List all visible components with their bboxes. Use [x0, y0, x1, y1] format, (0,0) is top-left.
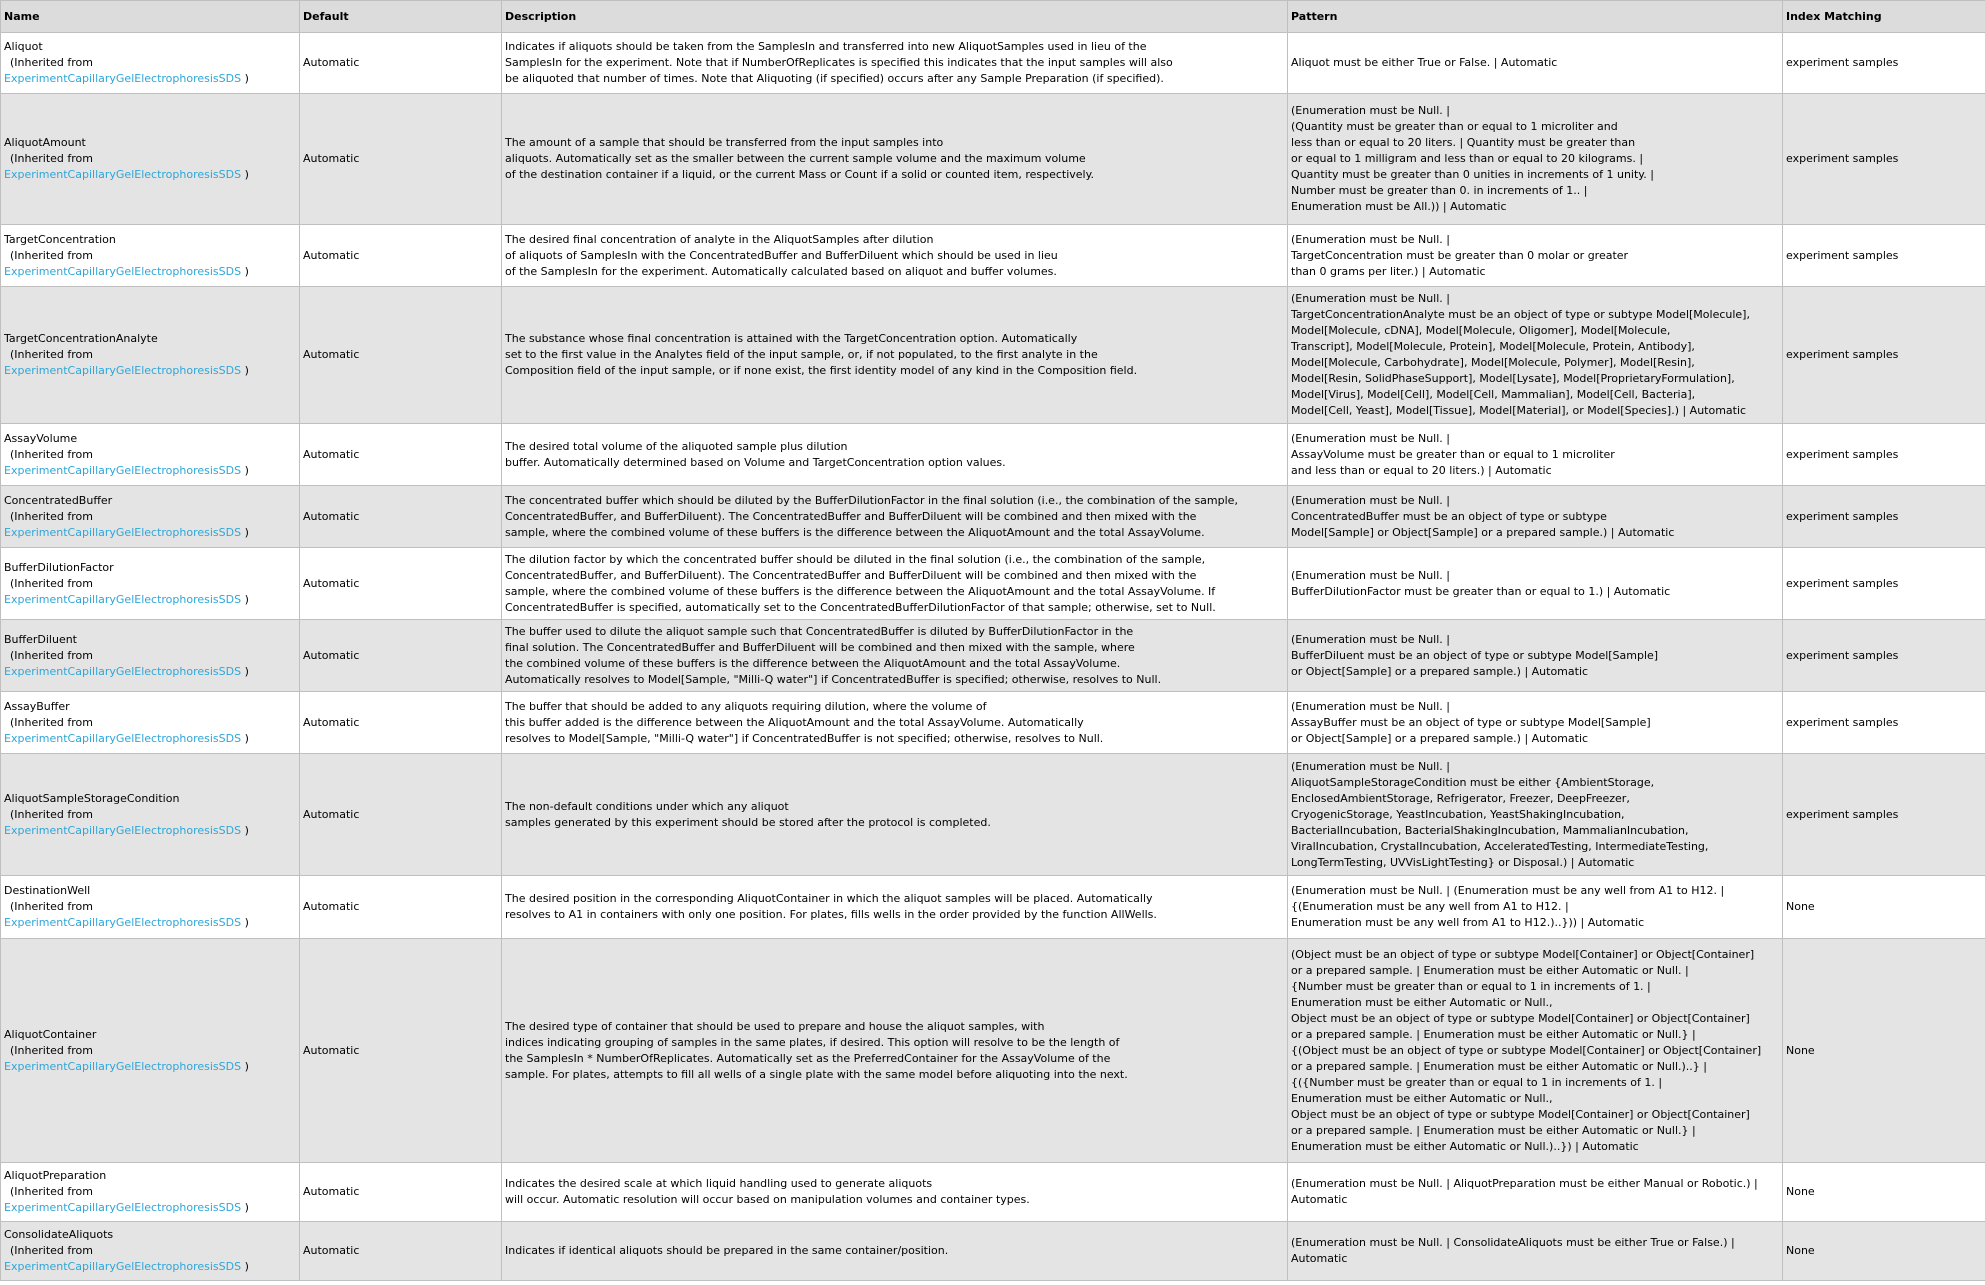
option-name-cell	[1, 692, 300, 754]
inherited-note	[4, 347, 296, 363]
index-matching-cell: None	[1783, 876, 1985, 939]
pattern-cell: (Enumeration must be Null. | TargetConcentrationAnalyte must be an object of type or subtype Model[Molecule], Model[Molecule, cDNA], Model[Molecule, Oligomer], Model[Molecule, Transcript], Model[Molecule, Protein], Model[Molecule, Protein, Antibody], Model[Molecule, Carbohydrate], Model[Molecule, Polymer], Model[Resin], Model[Resin, SolidPhaseSupport], Model[Lysate], Model[ProprietaryFormulation], Model[Virus], Model[Cell], Model[Cell, Mammalian], Model[Cell, Bacteria], Model[Cell, Yeast], Model[Tissue], Model[Material], or Model[Species].) | Automatic	[1288, 287, 1783, 424]
option-name-cell	[1, 620, 300, 692]
option-name: Aliquot	[4, 40, 43, 53]
inherited-suffix: )	[244, 525, 249, 539]
description-cell: Indicates if identical aliquots should be prepared in the same container/position.	[502, 1222, 1288, 1281]
description-cell: The amount of a sample that should be transferred from the input samples into aliquots. Automatically set as the smaller between the current sample volume and the maximum volume of the destination container if a liquid, or the current Mass or Count if a solid or counted item, respectively.	[502, 94, 1288, 225]
column-header-default[interactable]: Default	[300, 1, 502, 33]
option-name-cell	[1, 1222, 300, 1281]
inherited-note	[4, 648, 296, 664]
inherited-suffix: )	[244, 664, 249, 678]
description-cell: The concentrated buffer which should be diluted by the BufferDilutionFactor in the final solution (i.e., the combination of the sample, ConcentratedBuffer, and BufferDiluent). The ConcentratedBuffer and BufferDiluent will be combined and then mixed with the sample, where the combined volume of these buffers is the difference between the AliquotAmount and the total AssayVolume.	[502, 486, 1288, 548]
option-name-cell	[1, 876, 300, 939]
inherited-prefix: (Inherited from	[10, 715, 93, 729]
inherited-prefix: (Inherited from	[10, 447, 93, 461]
default-cell: Automatic	[300, 225, 502, 287]
description-cell: The desired total volume of the aliquoted sample plus dilution buffer. Automatically determined based on Volume and TargetConcentration option values.	[502, 424, 1288, 486]
inherited-prefix: (Inherited from	[10, 648, 93, 662]
pattern-cell: (Enumeration must be Null. | (Quantity must be greater than or equal to 1 microliter and less than or equal to 20 liters. | Quantity must be greater than or equal to 1 milligram and less than or equal to 20 kilograms. | Quantity must be greater than 0 unities in increments of 1 unity. | Number must be greater than 0. in increments of 1.. | Enumeration must be All.)) | Automatic	[1288, 94, 1783, 225]
inherited-link[interactable]: ExperimentCapillaryGelElectrophoresisSDS	[4, 1059, 242, 1073]
default-cell: Automatic	[300, 876, 502, 939]
option-name-cell	[1, 33, 300, 94]
option-name: AliquotContainer	[4, 1027, 97, 1041]
default-cell: Automatic	[300, 1163, 502, 1222]
inherited-link[interactable]: ExperimentCapillaryGelElectrophoresisSDS	[4, 731, 242, 745]
description-cell: The desired position in the corresponding AliquotContainer in which the aliquot samples will be placed. Automatically resolves to A1 in containers with only one position. For plates, fills wells in the order provided by the function AllWells.	[502, 876, 1288, 939]
inherited-link[interactable]: ExperimentCapillaryGelElectrophoresisSDS	[4, 168, 242, 181]
option-name: BufferDiluent	[4, 632, 77, 646]
inherited-suffix: )	[244, 463, 249, 477]
inherited-prefix: (Inherited from	[10, 248, 93, 262]
default-cell: Automatic	[300, 754, 502, 876]
option-name-cell	[1, 548, 300, 620]
table-row	[1, 548, 1985, 620]
table-row	[1, 1163, 1985, 1222]
option-name: DestinationWell	[4, 884, 91, 897]
pattern-cell: (Enumeration must be Null. | AliquotSampleStorageCondition must be either {AmbientStorage, EnclosedAmbientStorage, Refrigerator, Freezer, DeepFreezer, CryogenicStorage, YeastIncubation, YeastShakingIncubation, BacterialIncubation, BacterialShakingIncubation, MammalianIncubation, ViralIncubation, CrystalIncubation, AcceleratedTesting, IntermediateTesting, LongTermTesting, UVVisLightTesting} or Disposal.) | Automatic	[1288, 754, 1783, 876]
option-name: ConsolidateAliquots	[4, 1228, 114, 1241]
inherited-suffix: )	[244, 731, 249, 745]
option-name-cell	[1, 424, 300, 486]
inherited-suffix: )	[244, 1260, 249, 1273]
inherited-link[interactable]: ExperimentCapillaryGelElectrophoresisSDS	[4, 1260, 242, 1273]
inherited-link[interactable]: ExperimentCapillaryGelElectrophoresisSDS	[4, 264, 242, 278]
description-cell: The desired type of container that should be used to prepare and house the aliquot samples, with indices indicating grouping of samples in the same plates, if desired. This option will resolve to be the length of the SamplesIn * NumberOfReplicates. Automatically set as the PreferredContainer for the AssayVolume of the sample. For plates, attempts to fill all wells of a single plate with the same model before aliquoting into the next.	[502, 939, 1288, 1163]
option-name: TargetConcentrationAnalyte	[4, 332, 158, 345]
default-cell: Automatic	[300, 33, 502, 94]
inherited-prefix: (Inherited from	[10, 56, 93, 69]
pattern-cell: (Enumeration must be Null. | BufferDiluent must be an object of type or subtype Model[Sample] or Object[Sample] or a prepared sample.) | Automatic	[1288, 620, 1783, 692]
inherited-link[interactable]: ExperimentCapillaryGelElectrophoresisSDS	[4, 463, 242, 477]
inherited-note	[4, 248, 296, 264]
inherited-suffix: )	[244, 168, 249, 181]
default-cell: Automatic	[300, 486, 502, 548]
table-row	[1, 692, 1985, 754]
inherited-suffix: )	[244, 916, 249, 929]
inherited-prefix: (Inherited from	[10, 807, 93, 821]
index-matching-cell: None	[1783, 939, 1985, 1163]
index-matching-cell: experiment samples	[1783, 33, 1985, 94]
table-row	[1, 287, 1985, 424]
inherited-note	[4, 576, 296, 592]
pattern-cell: (Enumeration must be Null. | BufferDilutionFactor must be greater than or equal to 1.) | Automatic	[1288, 548, 1783, 620]
default-cell: Automatic	[300, 287, 502, 424]
inherited-link[interactable]: ExperimentCapillaryGelElectrophoresisSDS	[4, 1201, 242, 1214]
option-name-cell	[1, 287, 300, 424]
index-matching-cell: experiment samples	[1783, 486, 1985, 548]
description-cell: The desired final concentration of analyte in the AliquotSamples after dilution of aliquots of SamplesIn with the ConcentratedBuffer and BufferDiluent which should be used in lieu of the SamplesIn for the experiment. Automatically calculated based on aliquot and buffer volumes.	[502, 225, 1288, 287]
table-row	[1, 225, 1985, 287]
option-name-cell	[1, 754, 300, 876]
option-name-cell	[1, 94, 300, 225]
inherited-note	[4, 151, 296, 167]
description-cell: Indicates the desired scale at which liquid handling used to generate aliquots will occur. Automatic resolution will occur based on manipulation volumes and container types.	[502, 1163, 1288, 1222]
inherited-note	[4, 55, 296, 71]
pattern-cell: (Enumeration must be Null. | ConcentratedBuffer must be an object of type or subtype Model[Sample] or Object[Sample] or a prepared sample.) | Automatic	[1288, 486, 1783, 548]
inherited-note	[4, 1243, 296, 1259]
inherited-note	[4, 1184, 296, 1200]
inherited-suffix: )	[244, 364, 249, 377]
inherited-prefix: (Inherited from	[10, 900, 93, 913]
option-name: AssayBuffer	[4, 699, 70, 713]
column-header-pattern[interactable]: Pattern	[1288, 1, 1783, 33]
option-name-cell	[1, 225, 300, 287]
option-name: AssayVolume	[4, 431, 78, 445]
option-name: ConcentratedBuffer	[4, 493, 113, 507]
inherited-suffix: )	[244, 264, 249, 278]
description-cell: The substance whose final concentration is attained with the TargetConcentration option. Automatically set to the first value in the Analytes field of the input sample, or, if not populated, to the first analyte in the Composition field of the input sample, or if none exist, the first identity model of any kind in the Composition field.	[502, 287, 1288, 424]
inherited-note	[4, 509, 296, 525]
pattern-cell: (Enumeration must be Null. | AliquotPreparation must be either Manual or Robotic.) | Automatic	[1288, 1163, 1783, 1222]
table-row	[1, 754, 1985, 876]
index-matching-cell: experiment samples	[1783, 692, 1985, 754]
inherited-link[interactable]: ExperimentCapillaryGelElectrophoresisSDS	[4, 823, 242, 837]
description-cell: Indicates if aliquots should be taken from the SamplesIn and transferred into new AliquotSamples used in lieu of the SamplesIn for the experiment. Note that if NumberOfReplicates is specified this indicates that the input samples will also be aliquoted that number of times. Note that Aliquoting (if specified) occurs after any Sample Preparation (if specified).	[502, 33, 1288, 94]
column-header-description[interactable]: Description	[502, 1, 1288, 33]
description-cell: The buffer used to dilute the aliquot sample such that ConcentratedBuffer is diluted by BufferDilutionFactor in the final solution. The ConcentratedBuffer and BufferDiluent will be combined and then mixed with the sample, where the combined volume of these buffers is the difference between the AliquotAmount and the total AssayVolume. Automatically resolves to Model[Sample, "Milli-Q water"] if ConcentratedBuffer is specified; otherwise, resolves to Null.	[502, 620, 1288, 692]
inherited-note	[4, 807, 296, 823]
default-cell: Automatic	[300, 424, 502, 486]
header-row	[1, 1, 1985, 33]
inherited-suffix: )	[244, 592, 249, 606]
inherited-link[interactable]: ExperimentCapillaryGelElectrophoresisSDS	[4, 664, 242, 678]
inherited-link[interactable]: ExperimentCapillaryGelElectrophoresisSDS	[4, 525, 242, 539]
inherited-prefix: (Inherited from	[10, 1185, 93, 1198]
inherited-link[interactable]: ExperimentCapillaryGelElectrophoresisSDS	[4, 592, 242, 606]
pattern-cell: (Enumeration must be Null. | ConsolidateAliquots must be either True or False.) | Automatic	[1288, 1222, 1783, 1281]
table-row	[1, 939, 1985, 1163]
index-matching-cell: experiment samples	[1783, 225, 1985, 287]
pattern-cell: (Object must be an object of type or subtype Model[Container] or Object[Container] or a prepared sample. | Enumeration must be either Automatic or Null. | {Number must be greater than or equal to 1 in increments of 1. | Enumeration must be either Automatic or Null., Object must be an object of type or subtype Model[Container] or Object[Container] or a prepared sample. | Enumeration must be either Automatic or Null.} | {(Object must be an object of type or subtype Model[Container] or Object[Container] or a prepared sample. | Enumeration must be either Automatic or Null.)..} | {({Number must be greater than or equal to 1 in increments of 1. | Enumeration must be either Automatic or Null., Object must be an object of type or subtype Model[Container] or Object[Container] or a prepared sample. | Enumeration must be either Automatic or Null.} | Enumeration must be either Automatic or Null.)..}) | Automatic	[1288, 939, 1783, 1163]
pattern-cell: (Enumeration must be Null. | AssayBuffer must be an object of type or subtype Model[Sample] or Object[Sample] or a prepared sample.) | Automatic	[1288, 692, 1783, 754]
default-cell: Automatic	[300, 692, 502, 754]
default-cell: Automatic	[300, 939, 502, 1163]
option-name: AliquotSampleStorageCondition	[4, 791, 180, 805]
inherited-suffix: )	[244, 1201, 249, 1214]
table-row	[1, 94, 1985, 225]
index-matching-cell: experiment samples	[1783, 287, 1985, 424]
inherited-note	[4, 447, 296, 463]
inherited-prefix: (Inherited from	[10, 576, 93, 590]
option-name: TargetConcentration	[4, 232, 116, 246]
table-body	[1, 33, 1985, 1281]
description-cell: The non-default conditions under which any aliquot samples generated by this experiment should be stored after the protocol is completed.	[502, 754, 1288, 876]
column-header-name[interactable]: Name	[1, 1, 300, 33]
default-cell: Automatic	[300, 1222, 502, 1281]
pattern-cell: (Enumeration must be Null. | (Enumeration must be any well from A1 to H12. | {(Enumeration must be any well from A1 to H12. | Enumeration must be any well from A1 to H12.)..})) | Automatic	[1288, 876, 1783, 939]
table-row	[1, 620, 1985, 692]
option-name-cell	[1, 486, 300, 548]
inherited-prefix: (Inherited from	[10, 509, 93, 523]
inherited-note	[4, 1043, 296, 1059]
description-cell: The dilution factor by which the concentrated buffer should be diluted in the final solution (i.e., the combination of the sample, ConcentratedBuffer, and BufferDiluent). The ConcentratedBuffer and BufferDiluent will be combined and then mixed with the sample, where the combined volume of these buffers is the difference between the AliquotAmount and the total AssayVolume. If ConcentratedBuffer is specified, automatically set to the ConcentratedBufferDilutionFactor of that sample; otherwise, set to Null.	[502, 548, 1288, 620]
inherited-prefix: (Inherited from	[10, 152, 93, 165]
table-row	[1, 1222, 1985, 1281]
inherited-link[interactable]: ExperimentCapillaryGelElectrophoresisSDS	[4, 72, 242, 85]
option-name-cell	[1, 1163, 300, 1222]
pattern-cell: Aliquot must be either True or False. | Automatic	[1288, 33, 1783, 94]
index-matching-cell: None	[1783, 1163, 1985, 1222]
index-matching-cell: experiment samples	[1783, 620, 1985, 692]
inherited-prefix: (Inherited from	[10, 1043, 93, 1057]
inherited-prefix: (Inherited from	[10, 348, 93, 361]
option-name: AliquotPreparation	[4, 1169, 107, 1182]
inherited-prefix: (Inherited from	[10, 1244, 93, 1257]
inherited-note	[4, 899, 296, 915]
inherited-suffix: )	[244, 823, 249, 837]
pattern-cell: (Enumeration must be Null. | TargetConcentration must be greater than 0 molar or greater than 0 grams per liter.) | Automatic	[1288, 225, 1783, 287]
inherited-link[interactable]: ExperimentCapillaryGelElectrophoresisSDS	[4, 364, 242, 377]
index-matching-cell: experiment samples	[1783, 94, 1985, 225]
default-cell: Automatic	[300, 94, 502, 225]
column-header-index-matching[interactable]: Index Matching	[1783, 1, 1985, 33]
option-name-cell	[1, 939, 300, 1163]
index-matching-cell: experiment samples	[1783, 548, 1985, 620]
option-name: AliquotAmount	[4, 136, 86, 149]
table-row	[1, 486, 1985, 548]
option-name: BufferDilutionFactor	[4, 560, 114, 574]
table-row	[1, 33, 1985, 94]
table-row	[1, 876, 1985, 939]
inherited-link[interactable]: ExperimentCapillaryGelElectrophoresisSDS	[4, 916, 242, 929]
description-cell: The buffer that should be added to any aliquots requiring dilution, where the volume of this buffer added is the difference between the AliquotAmount and the total AssayVolume. Automatically resolves to Model[Sample, "Milli-Q water"] if ConcentratedBuffer is not specified; otherwise, resolves to Null.	[502, 692, 1288, 754]
inherited-suffix: )	[244, 72, 249, 85]
inherited-note	[4, 715, 296, 731]
index-matching-cell: experiment samples	[1783, 754, 1985, 876]
pattern-cell: (Enumeration must be Null. | AssayVolume must be greater than or equal to 1 microliter and less than or equal to 20 liters.) | Automatic	[1288, 424, 1783, 486]
default-cell: Automatic	[300, 620, 502, 692]
inherited-suffix: )	[244, 1059, 249, 1073]
table-row	[1, 424, 1985, 486]
index-matching-cell: None	[1783, 1222, 1985, 1281]
default-cell: Automatic	[300, 548, 502, 620]
index-matching-cell: experiment samples	[1783, 424, 1985, 486]
